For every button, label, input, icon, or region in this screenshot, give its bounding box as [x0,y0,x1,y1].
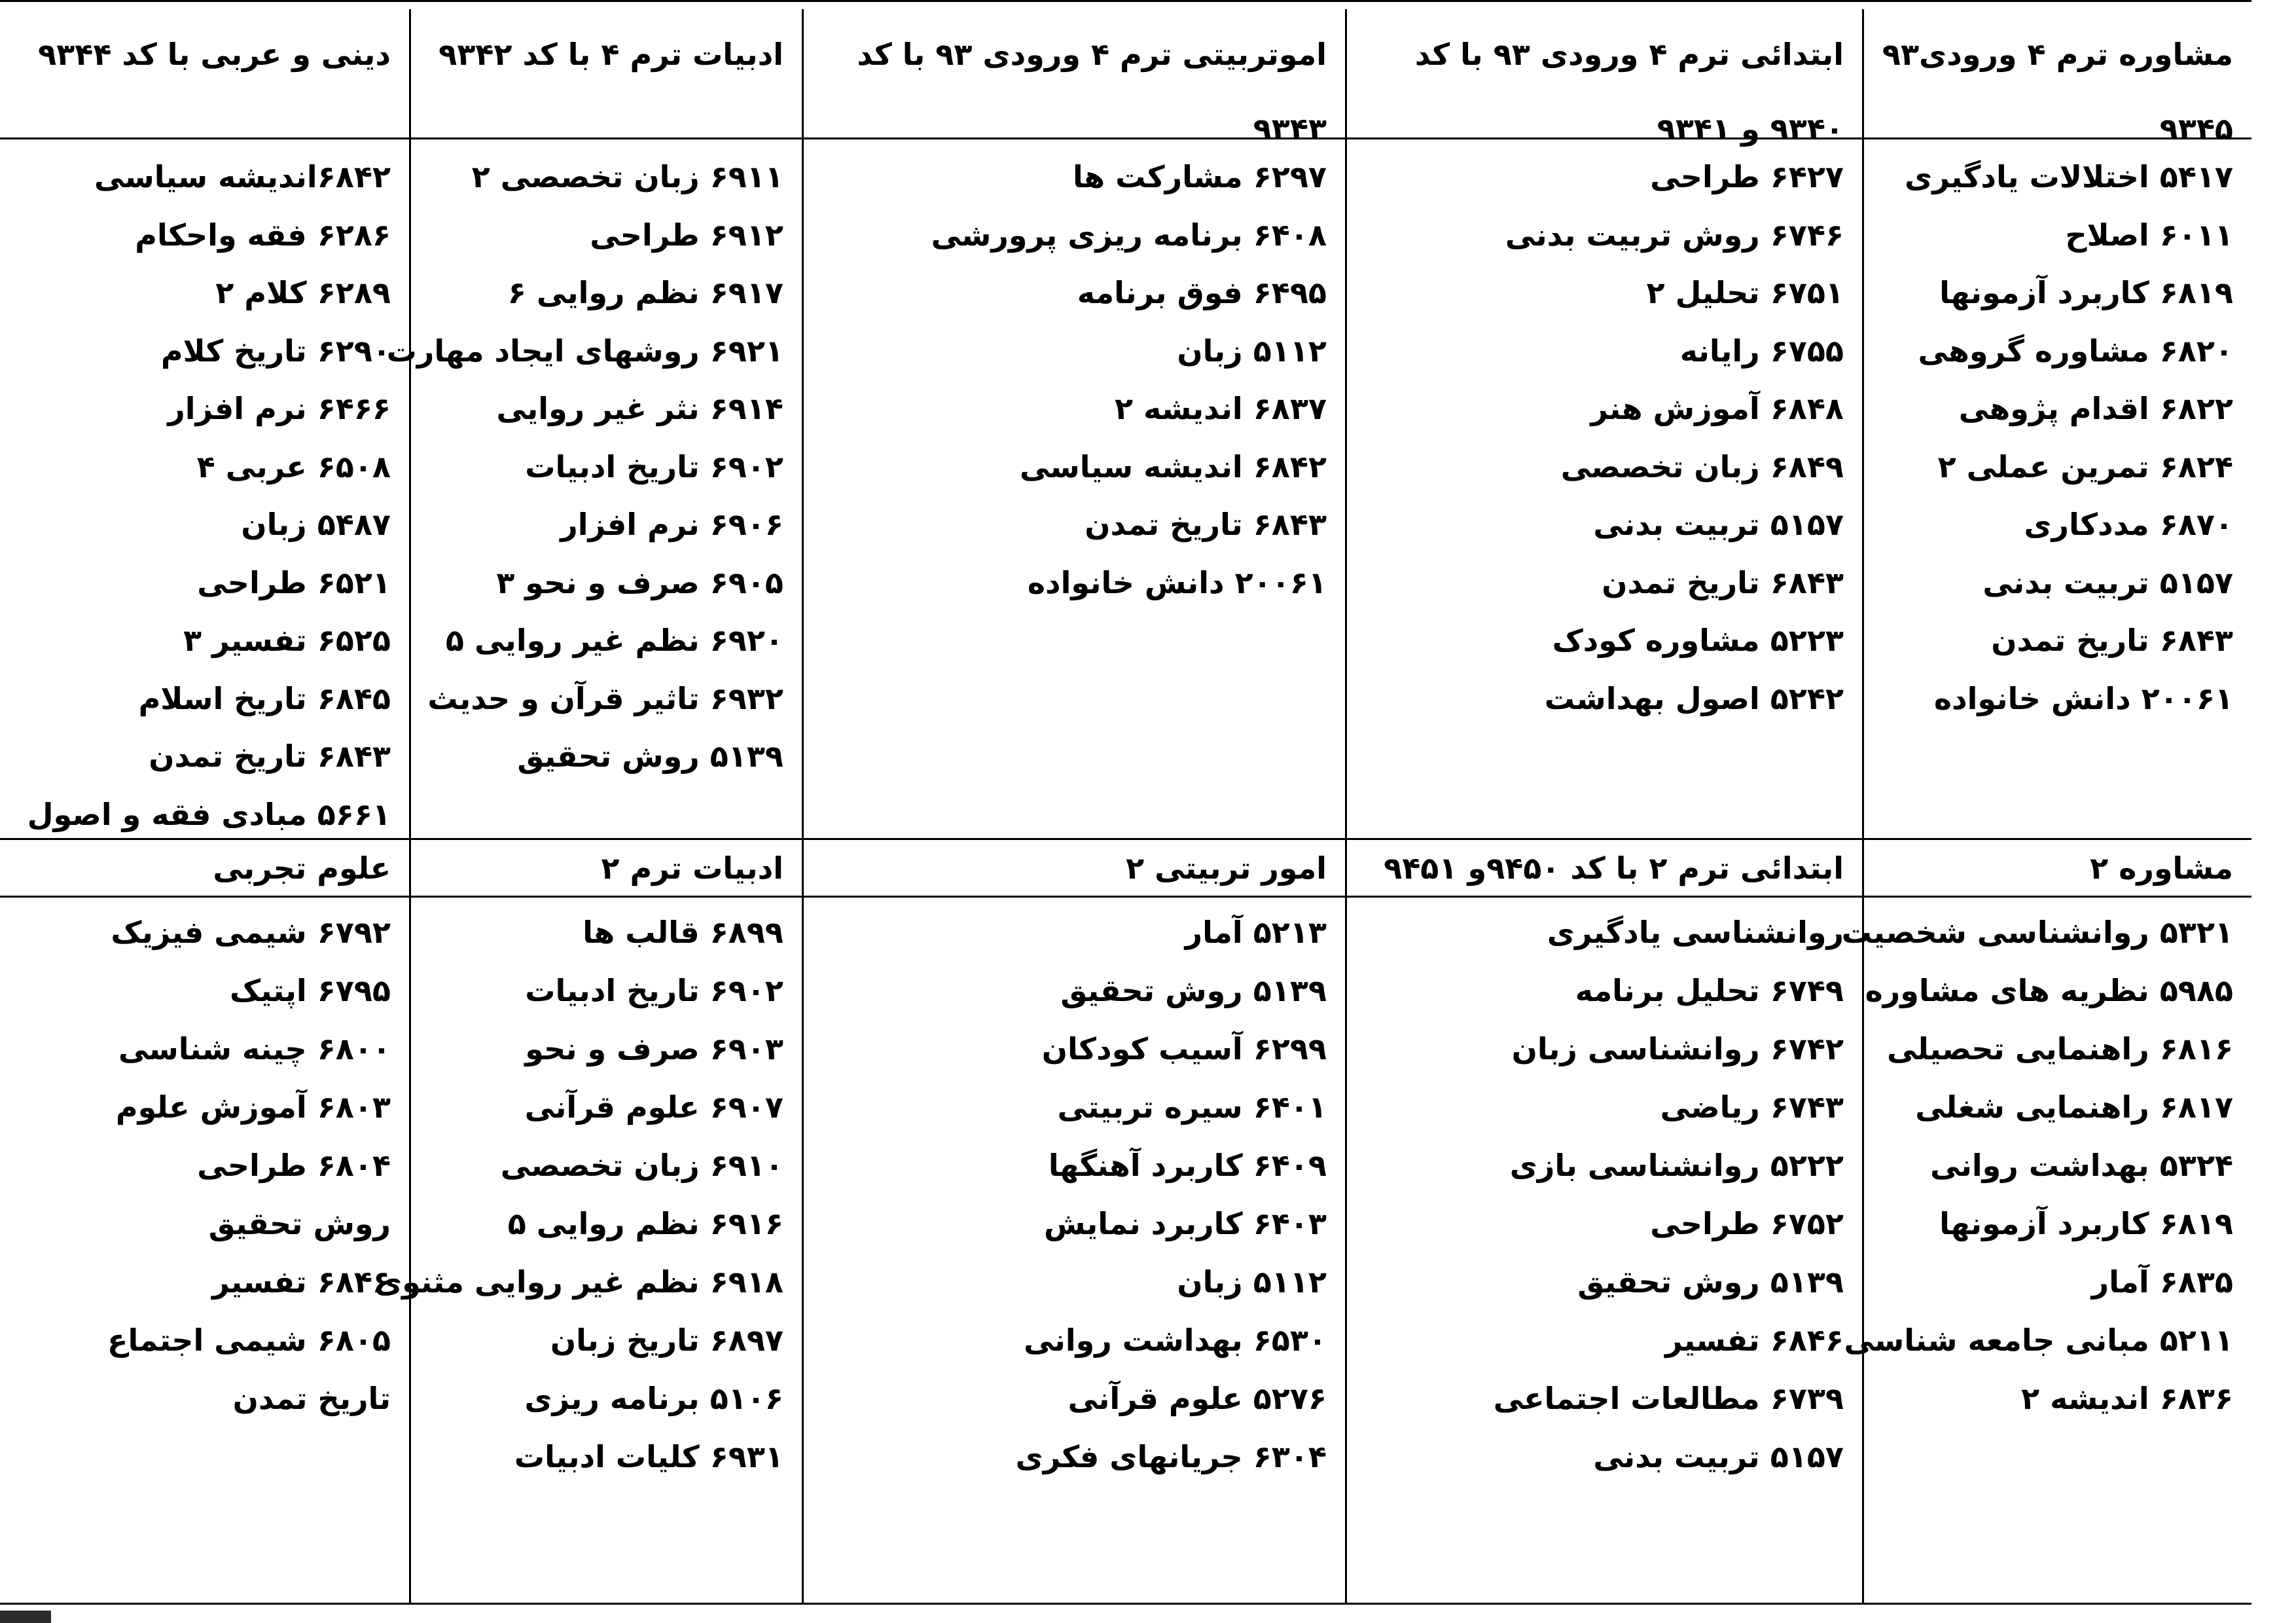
course-item: ۵۲۴۲ اصول بهداشت [1544,680,1844,716]
course-item: ۶۸۲۴ تمرین عملی ۲ [1937,448,2233,484]
course-item: ۶۸۴۵ تاریخ اسلام [138,680,391,716]
course-item: ۵۱۳۹ روش تحقیق [517,739,783,774]
course-item: روش تحقیق [208,1206,391,1241]
course-item: ۶۷۹۵ اپتیک [229,973,391,1008]
course-item: ۶۴۰۳ کاربرد نمایش [1043,1206,1327,1241]
course-list [1360,897,1844,1486]
course-item: ۶۸۹۷ تاریخ زبان [550,1322,783,1358]
course-item: ۶۴۰۹ کاربرد آهنگها [1048,1148,1327,1183]
course-list [817,139,1327,611]
column-counseling-2 [1841,897,2251,1603]
course-item: ۶۹۲۰ نظم غیر روایی ۵ [445,623,783,658]
course-item: ۶۵۰۸ عربی ۴ [196,448,391,484]
course-item: ۶۲۸۹ کلام ۲ [215,275,391,310]
column-literature-term2 [374,897,802,1603]
course-item: ۶۹۱۰ زبان تخصصی [500,1148,783,1183]
course-list [386,139,783,786]
section2-header-row [0,839,2251,896]
header-experimental-sciences: علوم تجربی [213,850,391,886]
course-item: ۶۵۲۱ طراحی [197,564,391,600]
column-primary-term2 [1345,897,1862,1603]
course-item: ۶۸۱۶ راهنمایی تحصیلی [1886,1031,2233,1067]
course-item: ۶۸۱۹ کاربرد آزمونها [1939,1206,2233,1241]
column-primary-term4 [1345,139,1862,838]
course-item: ۵۲۲۳ مشاوره کودک [1552,623,1844,658]
header-primary-term2: ابتدائی ترم ۲ با کد ۹۴۵۰و ۹۴۵۱ [1345,839,1862,896]
course-item: ۶۷۴۹ تحلیل برنامه [1575,973,1844,1008]
course-item: ۵۹۸۵ نظریه های مشاوره [1865,973,2233,1008]
course-item: ۶۹۱۴ نثر غیر روایی [496,391,783,426]
course-item: ۶۹۰۵ صرف و نحو ۳ [496,564,783,600]
course-item: ۶۹۱۶ نظم روایی ۵ [507,1206,783,1241]
course-item: ۶۴۰۱ سیره تربیتی [1057,1089,1327,1125]
course-item: ۶۷۴۲ روانشناسی زبان [1511,1031,1844,1067]
header-education-affairs-2: امور تربیتی ۲ [802,839,1345,896]
column-religion-arabic [0,139,409,838]
header-literature-term2: ادبیات ترم ۲ [409,839,802,896]
course-item: ۵۱۳۹ روش تحقیق [1577,1264,1844,1300]
course-item: روانشناسی یادگیری [1547,915,1844,950]
column-education-affairs-2 [802,897,1345,1603]
course-item: ۵۳۲۱ روانشناسی شخصیت [1841,915,2233,950]
course-item: ۶۹۳۲ تاثیر قرآن و حدیث [427,680,783,716]
course-item: ۶۹۰۷ علوم قرآنی [524,1089,783,1125]
course-item: ۵۱۵۷ تربیت بدنی [1982,564,2233,600]
course-item: ۶۹۱۲ طراحی [590,217,783,253]
course-item: ۶۷۵۵ رایانه [1679,333,1844,369]
site-logo [0,1611,51,1623]
course-item: ۶۸۰۰ چینه شناسی [118,1031,391,1067]
course-item: ۶۷۵۲ طراحی [1650,1206,1844,1241]
course-item: ۵۶۶۱ مبادی فقه و اصول [27,796,391,832]
course-item: ۵۱۱۲ زبان [1177,1264,1327,1300]
course-item: ۶۹۰۳ صرف و نحو [525,1031,783,1067]
header-education-affairs-term4: اموتربیتی ترم ۴ ورودی ۹۳ با کد ۹۳۴۳ [802,9,1345,137]
course-item: ۶۲۹۰ تاریخ کلام [160,333,391,369]
course-item: ۶۸۴۳ تاریخ تمدن [1991,623,2233,658]
course-item: ۶۹۲۱ روشهای ایجاد مهارت [386,333,783,369]
course-item: ۶۸۲۰ مشاوره گروهی [1918,333,2233,369]
course-item: ۶۸۴۳ تاریخ تمدن [149,739,391,774]
course-item: ۵۲۷۶ علوم قرآنی [1067,1381,1327,1416]
course-item: ۶۹۳۱ کلیات ادبیات [514,1439,783,1474]
course-item: ۵۲۱۱ مبانی جامعه شناسی [1844,1322,2233,1358]
course-item: ۶۸۷۰ مددکاری [2024,507,2233,542]
section2-body-row [0,897,2251,1603]
course-list [1877,139,2233,727]
column-education-affairs-term4 [802,139,1345,838]
course-item: ۵۱۰۶ برنامه ریزی [524,1381,783,1416]
header-religion-arabic: دینی و عربی با کد ۹۳۴۴ [38,37,391,72]
course-item: ۶۸۱۹ کاربرد آزمونها [1939,275,2233,310]
course-item: ۶۸۴۶ تفسیر [1665,1322,1844,1358]
course-item: ۵۲۲۲ روانشناسی بازی [1509,1148,1844,1183]
course-item: ۶۹۰۲ تاریخ ادبیات [525,448,783,484]
course-item: ۵۱۳۹ روش تحقیق [1060,973,1327,1008]
course-item: ۶۸۴۸ آموزش هنر [1590,391,1844,426]
course-item: ۶۳۰۴ جریانهای فکری [1015,1439,1327,1474]
course-item: ۶۹۰۲ تاریخ ادبیات [525,973,783,1008]
course-item: ۶۴۶۶ نرم افزار [168,391,391,426]
course-list [13,139,391,843]
course-item: ۶۵۲۵ تفسیر ۳ [183,623,391,658]
course-item: ۶۴۰۸ برنامه ریزی پرورشی [931,217,1327,253]
course-list [817,897,1327,1486]
course-item: ۶۴۹۵ فوق برنامه [1077,275,1327,310]
course-item: ۶۸۲۲ اقدام پژوهی [1958,391,2233,426]
course-item: ۶۸۳۵ آمار [2091,1264,2233,1300]
course-item: ۶۲۹۹ آسیب کودکان [1041,1031,1327,1067]
course-item: ۶۸۰۵ شیمی اجتماع [107,1322,391,1358]
header-counseling-2: مشاوره ۲ [1862,839,2251,896]
column-experimental-sciences [0,897,409,1603]
course-item: ۲۰۰۶۱ دانش خانواده [1027,564,1327,600]
course-item: ۶۸۴۳ تاریخ تمدن [1085,507,1327,542]
header-primary-term4: ابتدائی ترم ۴ ورودی ۹۳ با کد ۹۳۴۰ و ۹۳۴۱ [1345,9,1862,137]
course-item: ۵۱۱۲ زبان [1177,333,1327,369]
column-counseling-term4 [1862,139,2251,838]
header-counseling-term4: مشاوره ترم ۴ ورودی۹۳ ۹۳۴۵ [1862,9,2251,137]
course-item: ۶۵۳۰ بهداشت روانی [1024,1322,1327,1358]
course-item: ۶۷۴۳ ریاضی [1660,1089,1844,1125]
course-item: ۶۷۹۲ شیمی فیزیک [111,915,391,950]
course-list [1360,139,1844,727]
course-item: ۶۹۱۱ زبان تخصصی ۲ [471,159,783,194]
course-item: ۶۸۴۲ اندیشه سیاسی [1020,448,1327,484]
course-item: ۶۸۳۷ اندیشه ۲ [1114,391,1327,426]
course-item: ۶۴۲۷ طراحی [1650,159,1844,194]
course-item: ۵۲۱۳ آمار [1185,915,1327,950]
course-item: ۶۹۰۶ نرم افزار [560,507,783,542]
course-item: ۶۲۹۷ مشارکت ها [1073,159,1327,194]
section1-header-row [0,9,2251,147]
course-item: ۵۴۸۷ زبان [241,507,391,542]
course-item: ۶۷۵۱ تحلیل ۲ [1646,275,1844,310]
course-item: ۶۹۱۷ نظم روایی ۶ [507,275,783,310]
course-item: ۵۱۵۷ تربیت بدنی [1593,507,1844,542]
course-list [13,897,391,1428]
course-item: ۶۸۳۶ اندیشه ۲ [2020,1381,2233,1416]
course-item: ۶۸۱۷ راهنمایی شغلی [1915,1089,2233,1125]
course-item: ۶۸۴۲اندیشه سیاسی [94,159,391,194]
course-item: ۵۱۵۷ تربیت بدنی [1593,1439,1844,1474]
course-item: ۵۳۲۴ بهداشت روانی [1930,1148,2233,1183]
course-item: ۶۸۴۶ تفسیر [212,1264,391,1300]
course-item: ۶۸۹۹ قالب ها [583,915,783,950]
course-item: ۶۰۱۱ اصلاح [2065,217,2233,253]
course-item: ۶۷۴۶ روش تربیت بدنی [1505,217,1844,253]
course-list [1841,897,2233,1428]
course-item: تاریخ تمدن [232,1381,391,1416]
course-item: ۶۹۱۸ نظم غیر روایی مثنوی [374,1264,783,1300]
course-item: ۶۲۸۶ فقه واحکام [135,217,391,253]
course-item: ۲۰۰۶۱ دانش خانواده [1933,680,2233,716]
course-item: ۶۸۴۳ تاریخ تمدن [1602,564,1844,600]
course-item: ۶۷۳۹ مطالعات اجتماعی [1493,1381,1844,1416]
section1-body-row [0,139,2251,838]
header-literature-term4: ادبیات ترم ۴ با کد ۹۳۴۲ [409,9,802,137]
course-item: ۶۸۴۹ زبان تخصصی [1560,448,1844,484]
course-item: ۶۸۰۳ آموزش علوم [115,1089,391,1125]
column-literature-term4 [386,139,802,838]
course-list [374,897,783,1486]
course-item: ۵۴۱۷ اختلالات یادگیری [1905,159,2233,194]
course-item: ۶۸۰۴ طراحی [197,1148,391,1183]
